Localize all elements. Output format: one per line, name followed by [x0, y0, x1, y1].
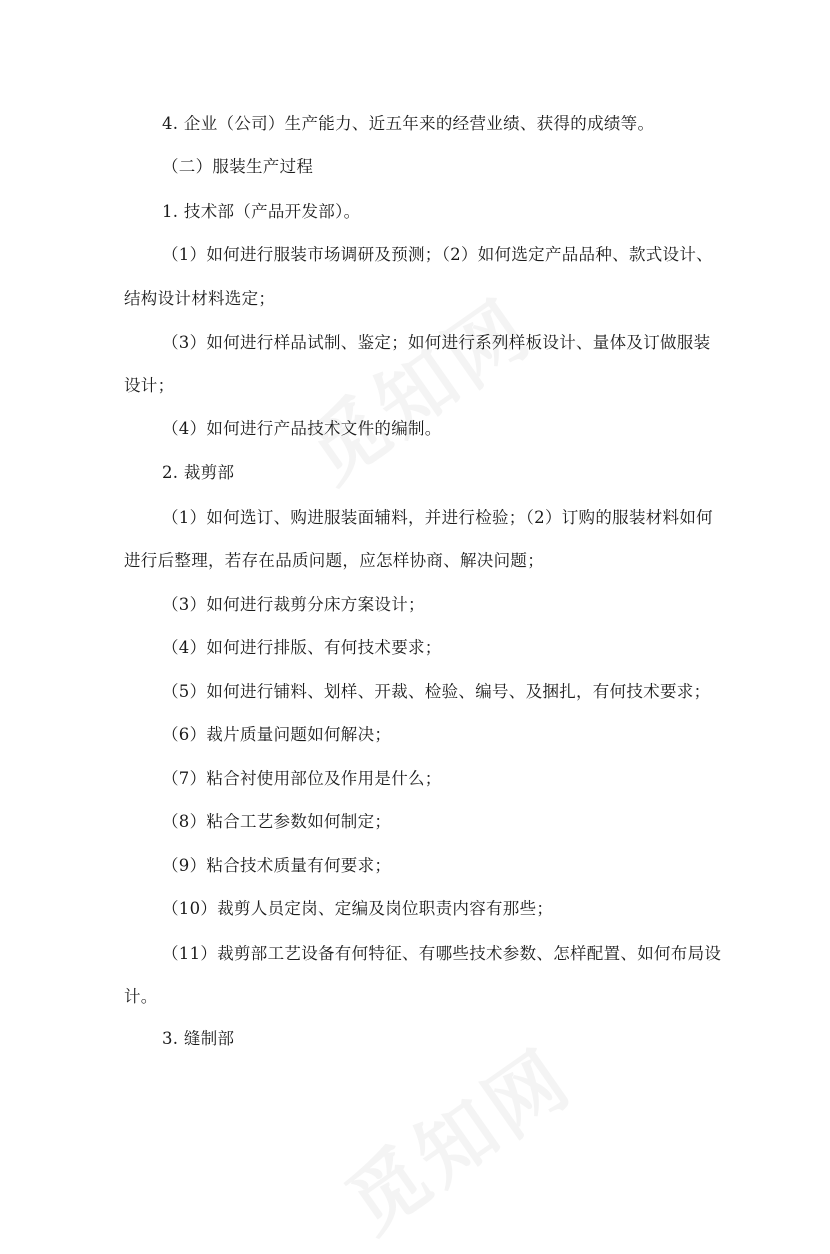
paragraph-line: 计。	[124, 987, 158, 1006]
watermark	[321, 1018, 592, 1254]
heading-sewing-department: 3. 缝制部	[162, 1029, 235, 1048]
paragraph-line: （10）裁剪人员定岗、定编及岗位职责内容有那些；	[162, 899, 554, 918]
paragraph-line: （6）裁片质量问题如何解决；	[162, 725, 392, 744]
heading-cutting-department: 2. 裁剪部	[162, 463, 235, 482]
paragraph-line: （1）如何进行服装市场调研及预测；（2）如何选定产品品种、款式设计、	[162, 245, 713, 264]
paragraph-line: （7）粘合衬使用部位及作用是什么；	[162, 769, 442, 788]
paragraph-line: （3）如何进行裁剪分床方案设计；	[162, 595, 425, 614]
paragraph-line: 结构设计材料选定；	[124, 289, 276, 308]
paragraph-line: （4）如何进行排版、有何技术要求；	[162, 638, 442, 657]
paragraph-line: （1）如何选订、购进服装面辅料，并进行检验；（2）订购的服装材料如何	[162, 508, 713, 527]
watermark	[281, 268, 552, 504]
paragraph-company-capacity: 4. 企业（公司）生产能力、近五年来的经营业绩、获得的成绩等。	[162, 114, 655, 133]
section-heading-production-process: （二）服装生产过程	[162, 157, 314, 176]
heading-tech-department: 1. 技术部（产品开发部）。	[162, 202, 361, 221]
paragraph-line: 进行后整理，若存在品质问题，应怎样协商、解决问题；	[124, 551, 544, 570]
paragraph-line: （11）裁剪部工艺设备有何特征、有哪些技术参数、怎样配置、如何布局设	[162, 944, 722, 963]
paragraph-line: （5）如何进行铺料、划样、开裁、检验、编号、及捆扎，有何技术要求；	[162, 682, 711, 701]
paragraph-line: （3）如何进行样品试制、鉴定；如何进行系列样板设计、量体及订做服装	[162, 333, 711, 352]
paragraph-line: （8）粘合工艺参数如何制定；	[162, 812, 392, 831]
paragraph-line: （9）粘合技术质量有何要求；	[162, 856, 392, 875]
paragraph-line: 设计；	[124, 376, 175, 395]
paragraph-line: （4）如何进行产品技术文件的编制。	[162, 419, 442, 438]
